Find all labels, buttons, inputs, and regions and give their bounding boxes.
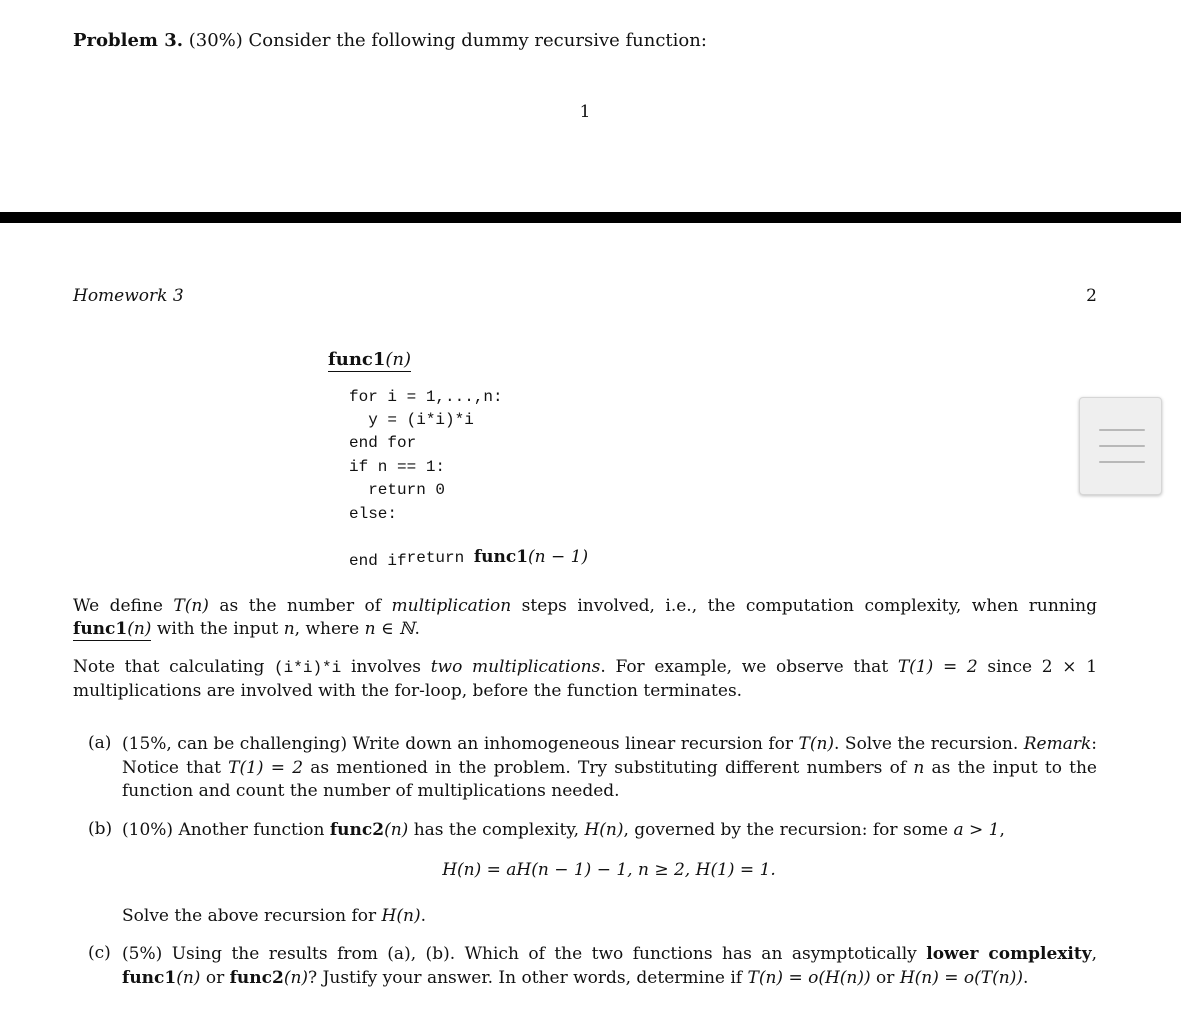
problem-heading <box>73 30 707 51</box>
math: H(n) <box>381 906 421 926</box>
text: involves <box>341 657 431 677</box>
text: Solve the above recursion for <box>122 906 382 926</box>
text: : Notice that <box>122 734 1097 778</box>
function-arg: (n) <box>176 967 201 988</box>
math: T(1) = 2 <box>897 657 978 677</box>
text: ? Justify your answer. In other words, determine if <box>308 967 748 988</box>
menu-button[interactable] <box>1079 397 1162 495</box>
item-b-solve <box>122 905 1097 929</box>
emphasis: Remark <box>1023 734 1092 754</box>
text: , where <box>294 619 365 639</box>
code-line: end if <box>349 552 407 570</box>
text: since 2 × 1 multiplications are involved with the for-loop, before the function terminates. <box>73 657 1098 701</box>
note-paragraph <box>73 656 1097 703</box>
function-name: func2 <box>329 820 385 840</box>
function-name: func1 <box>328 349 386 370</box>
item-label: (c) <box>88 943 111 963</box>
function-name: func2 <box>229 967 284 988</box>
math: H(n) = o(T(n)) <box>899 967 1023 988</box>
text: (15%, can be challenging) Write down an inhomogeneous linear recursion for <box>122 734 799 754</box>
emphasis: two multiplications <box>430 657 601 677</box>
text: (10%) Another function <box>122 820 330 840</box>
emphasis: multiplication <box>391 596 512 616</box>
math: n ∈ ℕ <box>364 619 415 639</box>
text: . <box>420 906 426 926</box>
item-label: (a) <box>88 733 112 753</box>
math: T(1) = 2 <box>228 757 304 778</box>
text: as the input to the function and count the number of multiplications needed. <box>122 757 1097 801</box>
text: or <box>200 967 230 988</box>
function-name: func1 <box>122 967 177 988</box>
math: n <box>283 619 295 639</box>
text: . <box>414 619 420 639</box>
text: steps involved, i.e., the computation complexity, when running <box>511 596 1097 616</box>
text: . For example, we observe that <box>600 657 898 677</box>
page-divider <box>0 212 1181 223</box>
code-line: if n == 1: <box>349 458 446 476</box>
code-line: y = (i*i)*i <box>349 411 474 429</box>
running-title: Homework 3 <box>73 286 184 306</box>
math: T(n) = o(H(n)) <box>747 967 871 988</box>
function-name: func1 <box>473 547 529 567</box>
recursion-equation: H(n) = aH(n − 1) − 1, n ≥ 2, H(1) = 1. <box>442 860 776 880</box>
function-name: func1 <box>73 619 128 639</box>
page-number: 1 <box>579 102 591 122</box>
code-line: else: <box>349 505 398 523</box>
text: as mentioned in the problem. Try substituting different numbers of <box>303 757 914 778</box>
text: or <box>870 967 900 988</box>
text: , governed by the recursion: for some <box>623 820 954 840</box>
text: , <box>1091 944 1097 964</box>
function-arg: (n) <box>127 619 152 639</box>
function-arg: (n − 1) <box>528 547 589 567</box>
text: . Solve the recursion. <box>834 734 1024 754</box>
problem-text: (30%) Consider the following dummy recursive function: <box>188 30 707 51</box>
definition-paragraph <box>73 595 1097 641</box>
text: . <box>1022 967 1029 988</box>
function-arg: (n) <box>283 967 309 988</box>
text: We define <box>73 596 174 616</box>
emphasis-bold: lower complexity <box>926 944 1092 964</box>
item-b-body <box>122 819 1097 843</box>
math: a > 1 <box>953 820 1000 840</box>
text: , <box>999 820 1005 840</box>
text: as the number of <box>208 596 392 616</box>
function-header <box>328 349 411 372</box>
math: T(n) <box>173 596 209 616</box>
code-return: return <box>387 549 474 567</box>
math: T(n) <box>798 734 835 754</box>
text: (5%) Using the results from (a), (b). Which of the two functions has an asymptotically <box>122 944 927 964</box>
function-arg: (n) <box>385 349 412 370</box>
text: has the complexity, <box>408 820 585 840</box>
math: n <box>913 757 925 778</box>
inline-code: (i*i)*i <box>274 659 342 677</box>
item-label: (b) <box>88 819 113 839</box>
text: Note that calculating <box>73 657 275 677</box>
text: with the input <box>151 619 284 639</box>
code-line: for i = 1,...,n: <box>349 388 503 406</box>
code-line: end for <box>349 434 417 452</box>
problem-label: Problem 3. <box>73 30 184 51</box>
math: H(n) <box>584 820 624 840</box>
page-number: 2 <box>1086 286 1097 306</box>
code-line: return 0 <box>349 481 446 499</box>
item-c-body <box>122 943 1097 990</box>
function-arg: (n) <box>384 820 409 840</box>
item-a-body <box>122 733 1097 804</box>
